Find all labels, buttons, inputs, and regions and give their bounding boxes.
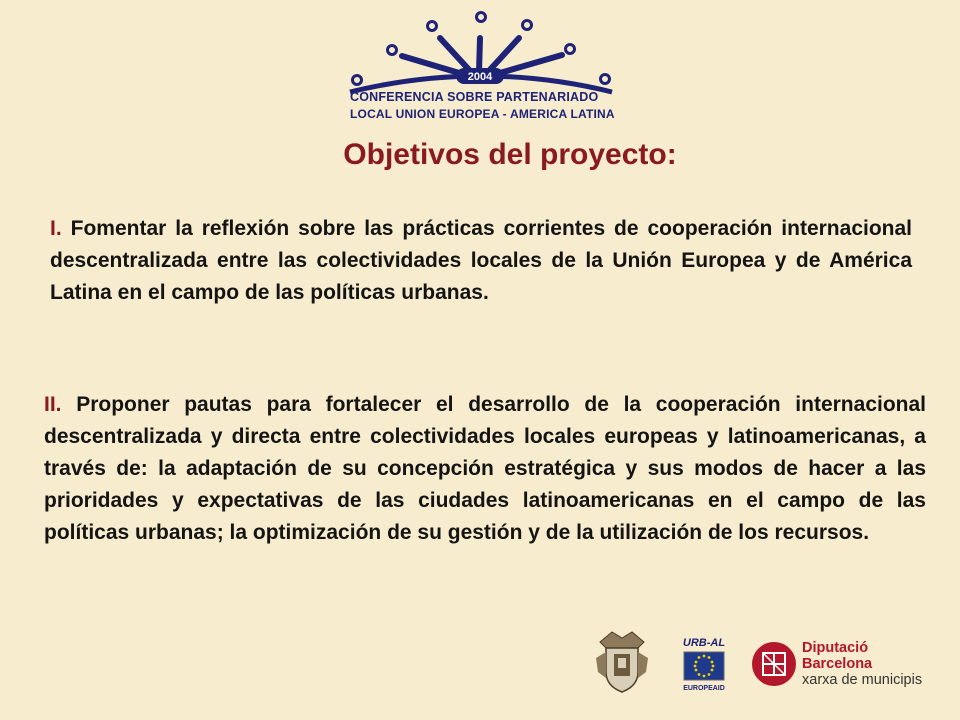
objective-numeral-2: II.: [44, 393, 62, 416]
logo-line-1: CONFERENCIA SOBRE PARTENARIADO: [350, 90, 599, 104]
coat-of-arms-icon: [594, 628, 650, 694]
diputacio-line-1: Diputació: [802, 640, 869, 656]
logo-line-2: LOCAL UNION EUROPEA - AMERICA LATINA: [350, 107, 615, 121]
logo-year: 2004: [467, 71, 493, 83]
objective-paragraph-2: [44, 389, 926, 549]
objective-text-1: Fomentar la reflexión sobre las prácticas corrientes de cooperación internacional descentralizada entre las colectividades locales de la Unión Europea y de América Latina en el campo de las políticas urbanas.: [50, 217, 912, 304]
urbal-caption: EUROPEAID: [683, 685, 725, 692]
urbal-eu-flag-icon: [676, 634, 732, 696]
urbal-logo: [676, 634, 732, 696]
conference-logo: [340, 8, 630, 126]
diputacio-text: [802, 640, 922, 688]
urbal-label: URB-AL: [682, 637, 726, 649]
objective-numeral-1: I.: [50, 217, 62, 240]
diputacio-line-3: xarxa de municipis: [802, 672, 923, 688]
objective-text-2: Proponer pautas para fortalecer el desarrollo de la cooperación internacional descentralizada y directa entre colectividades locales europeas y latinoamericanas, a través de: la adaptación de su concepción estratégica y sus modos de hacer a las prioridades y expectativas de las ciudades latinoamericanas en el campo de las políticas urbanas; la optimización de su gestión y de la utilización de los recursos.: [44, 393, 927, 544]
objective-paragraph-1: [50, 213, 912, 309]
coat-of-arms-emblem: [594, 628, 650, 694]
diputacio-line-2: Barcelona: [802, 656, 873, 672]
diputacio-barcelona-logo: [748, 638, 938, 698]
diputacio-emblem-icon: [752, 642, 796, 686]
page-title: Objetivos del proyecto:: [343, 138, 677, 171]
